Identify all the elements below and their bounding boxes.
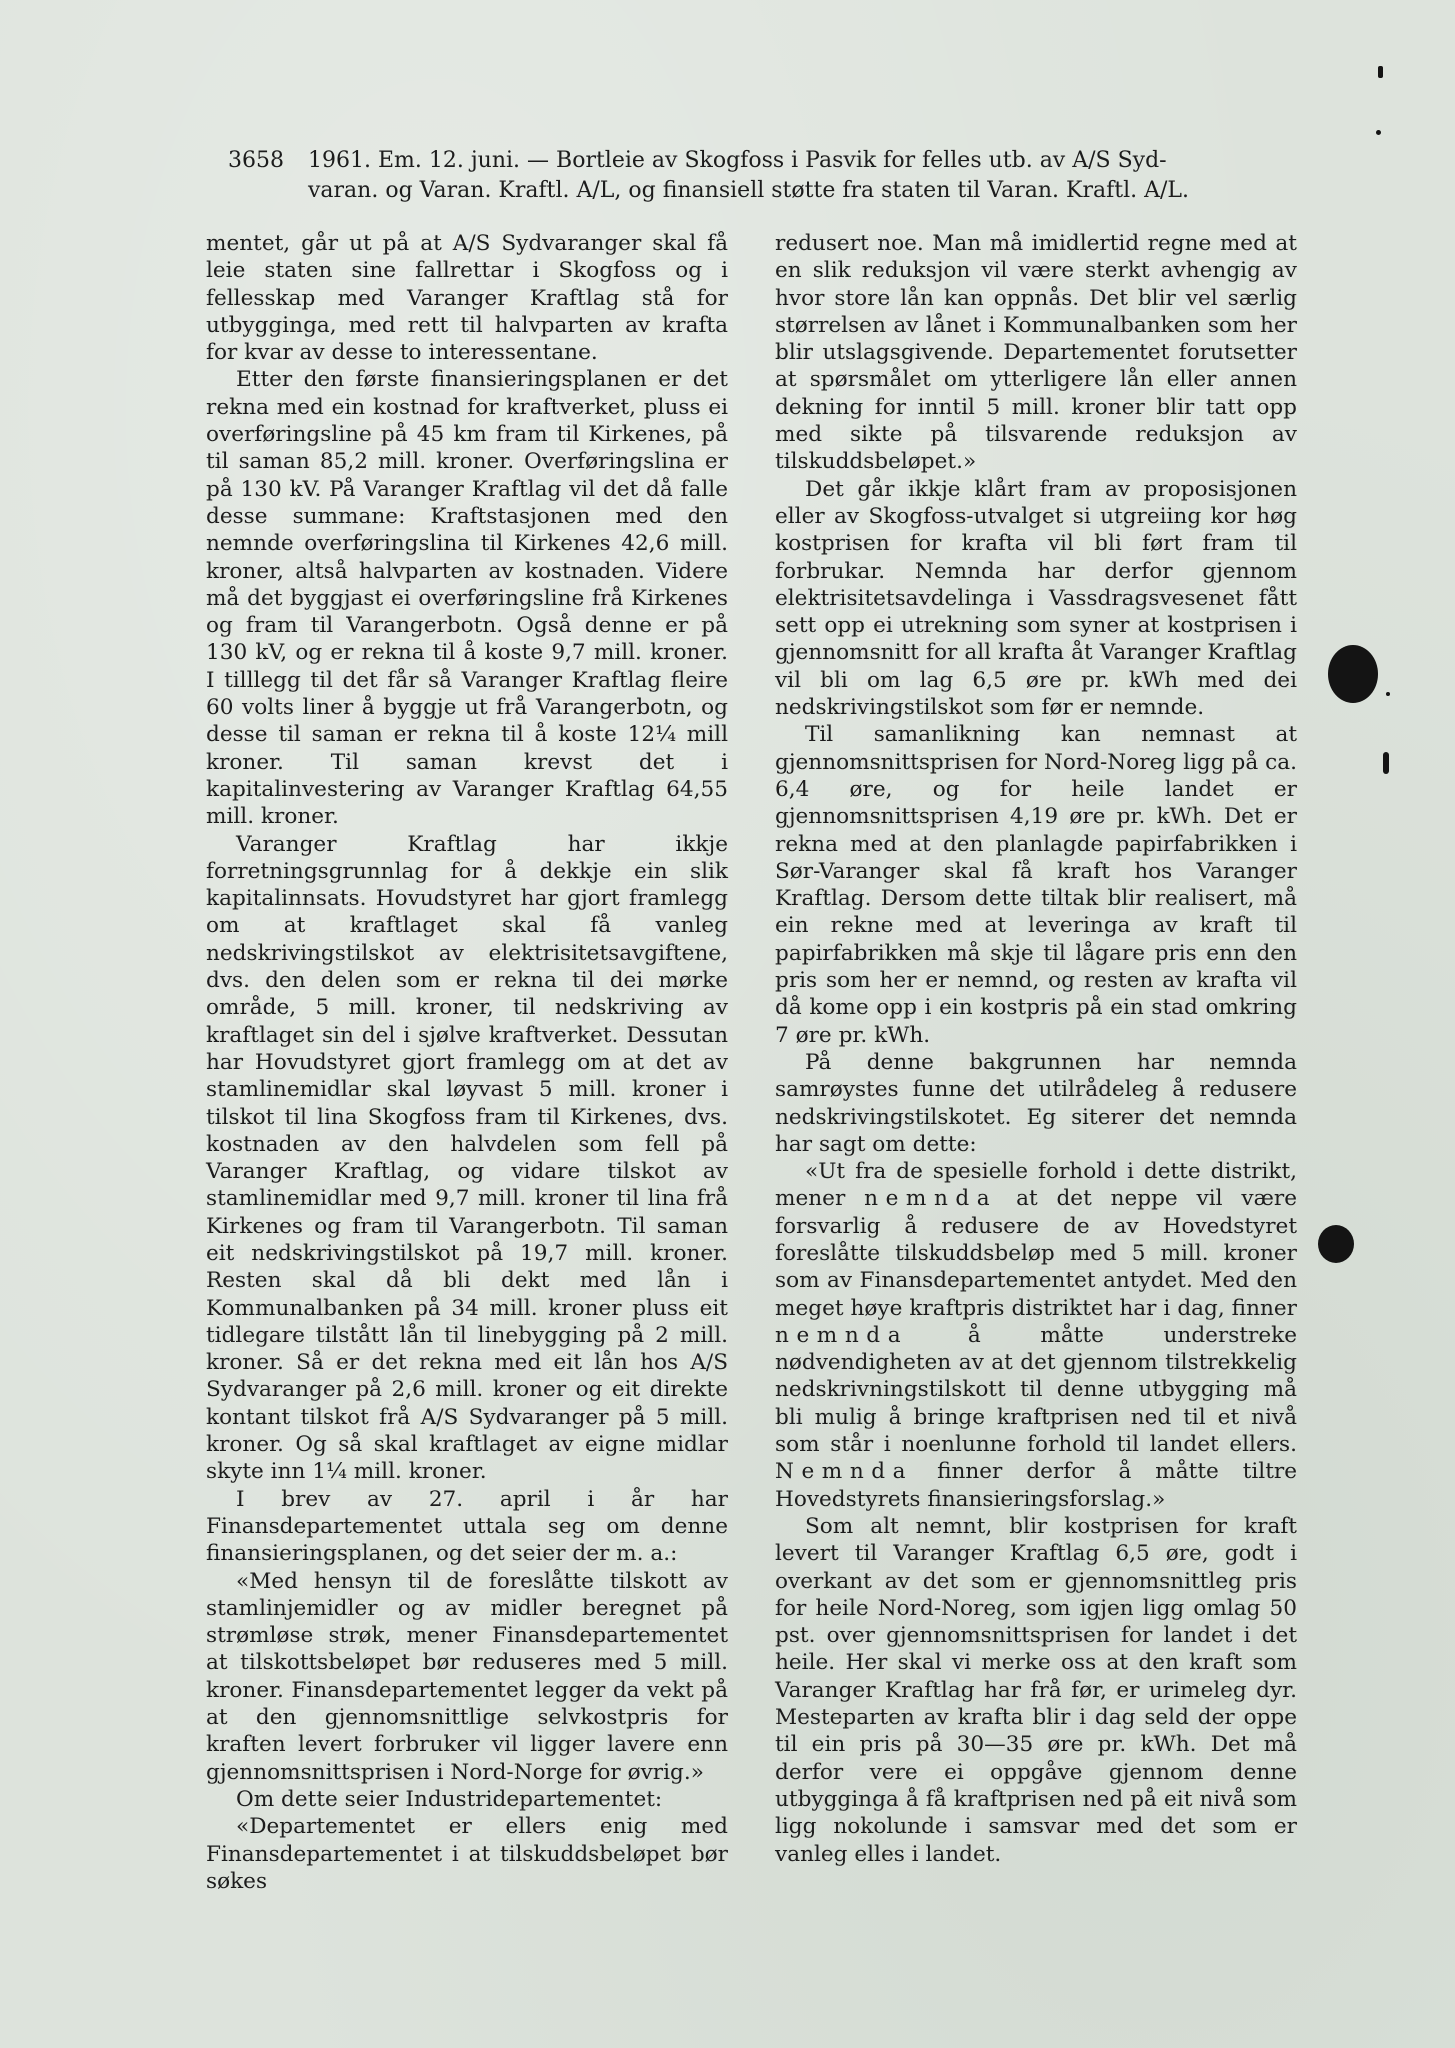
ink-blot-mark xyxy=(1318,1225,1354,1263)
paragraph: Etter den første finansieringsplanen er det rekna med ein kostnad for kraftverket, pluss ei overføringsline på 45 km fram til Kirkenes, på til saman 85,2 mill. kroner. Overføringslina er på 130 kV. På Varanger Kraftlag vil det då falle desse summane: Kraftstasjonen med den nemnde overføringslina til Kirkenes 42,6 mill. kroner, altså halvparten av kostnaden. Videre må det byggjast ei overføringsline frå Kirkenes og fram til Varangerbotn. Også denne er på 130 kV, og er rekna til å koste 9,7 mill. kroner. I tilllegg til det får så Varanger Kraftlag fleire 60 volts liner å byggje ut frå Varangerbotn, og desse til saman er rekna til å koste 12¼ mill kroner. Til saman krevst det i kapitalinvestering av Varanger Kraftlag 64,55 mill. kroner. xyxy=(206,367,728,830)
paragraph: Til samanlikning kan nemnast at gjennomsnittsprisen for Nord-Noreg ligg på ca. 6,4 øre, og for heile landet er gjennomsnittsprisen 4,19 øre pr. kWh. Det er rekna med at den planlagde papirfabrikken i Sør-Varanger skal få kraft hos Varanger Kraftlag. Dersom dette tiltak blir realisert, må ein rekne med at leveringa av kraft til papirfabrikken må skje til lågare pris enn den pris som her er nemnd, og resten av krafta vil då kome opp i ein kostpris på ein stad omkring 7 øre pr. kWh. xyxy=(775,722,1297,1048)
quote-paragraph xyxy=(775,1158,1297,1513)
quote-paragraph: «Departementet er ellers enig med Finansdepartementet i at tilskuddsbeløpet bør søkes xyxy=(206,1814,728,1894)
paragraph: På denne bakgrunnen har nemnda samrøystes funne det utilrådeleg å redusere nedskrivingstilskotet. Eg siterer det nemnda har sagt om dette: xyxy=(775,1049,1297,1157)
paragraph: Som alt nemnt, blir kostprisen for kraft levert til Varanger Kraftlag 6,5 øre, godt i overkant av det som er gjennomsnittleg pris for heile Nord-Noreg, som igjen ligg omlag 50 pst. over gjennomsnittsprisen for landet i det heile. Her skal vi merke oss at den kraft som Varanger Kraftlag har frå før, er urimeleg dyr. Mesteparten av krafta blir i dag seld der oppe til ein pris på 30—35 øre pr. kWh. Det må derfor vere ei oppgåve gjennom denne utbygginga å få kraftprisen ned på eit nivå som ligg nokolunde i samsvar med det som er vanleg elles i landet. xyxy=(775,1513,1297,1867)
quote-text: at det neppe vil være forsvarlig å redusere de av Hovedstyret foreslåtte tilskuddsbeløp med 5 mill. kroner som av Finansdepartementet antydet. Med den meget høye kraftpris distriktet har i dag, finner xyxy=(775,1186,1297,1321)
header-title-line2: varan. og Varan. Kraftl. A/L, og finansiell støtte fra staten til Varan. Kraftl. A/L. xyxy=(308,178,1190,203)
spaced-word: nemnda xyxy=(775,1322,909,1348)
quote-paragraph: «Med hensyn til de foreslåtte tilskott av stamlinjemidler og av midler beregnet på strømløse strøk, mener Finansdepartementet at tilskottsbeløpet bør reduseres med 5 mill. kroner. Finansdepartementet legger da vekt på at den gjennomsnittlige selvkostpris for kraften levert forbruker vil ligger lavere enn gjennomsnittsprisen i Nord-Norge for øvrig.» xyxy=(206,1568,728,1785)
speck-mark xyxy=(1383,752,1389,774)
header-title-line1: 1961. Em. 12. juni. — Bortleie av Skogfoss i Pasvik for felles utb. av A/S Syd- xyxy=(308,148,1167,173)
quote-text: å måtte understreke nødvendigheten av at det gjennom tilstrekkelig nedskrivningstilskott til denne utbygging må bli mulig å bringe kraftprisen ned til et nivå som står i noenlunne forhold til landet ellers. xyxy=(775,1322,1297,1458)
speck-mark xyxy=(1376,130,1381,135)
spaced-word: nemnda xyxy=(864,1186,998,1212)
spaced-word: Nemnda xyxy=(775,1459,914,1485)
paragraph: Varanger Kraftlag har ikkje forretningsgrunnlag for å dekkje ein slik kapitalinnsats. Hovudstyret har gjort framlegg om at kraftlaget skal få vanleg nedskrivingstilskot av elektrisitetsavgiftene, dvs. den delen som er rekna til dei mørke område, 5 mill. kroner, til nedskriving av kraftlaget sin del i sjølve kraftverket. Dessutan har Hovudstyret gjort framlegg om at det av stamlinemidlar skal løyvast 5 mill. kroner i tilskot til lina Skogfoss fram til Kirkenes, dvs. kostnaden av den halvdelen som fell på Varanger Kraftlag, og vidare tilskot av stamlinemidlar med 9,7 mill. kroner til lina frå Kirkenes og fram til Varangerbotn. Til saman eit nedskrivingstilskot på 19,7 mill. kroner. Resten skal då bli dekt med lån i Kommunalbanken på 34 mill. kroner pluss eit tidlegare tilstått lån til linebygging på 2 mill. kroner. Så er det rekna med eit lån hos A/S Sydvaranger på 2,6 mill. kroner og eit direkte kontant tilskot frå A/S Sydvaranger på 5 mill. kroner. Og så skal kraftlaget av eigne midlar skyte inn 1¼ mill. kroner. xyxy=(206,831,728,1485)
paragraph: Det går ikkje klårt fram av proposisjonen eller av Skogfoss-utvalget si utgreiing kor høg kostprisen for krafta vil bli ført fram til forbrukar. Nemnda har derfor gjennom elektrisitetsavdelinga i Vassdragsvesenet fått sett opp ei utrekning som syner at kostprisen i gjennomsnitt for all krafta åt Varanger Kraftlag vil bli om lag 6,5 øre pr. kWh med dei nedskrivingstilskot som før er nemnde. xyxy=(775,476,1297,721)
left-column xyxy=(206,230,728,1895)
speck-mark xyxy=(1386,692,1390,696)
page-number: 3658 xyxy=(228,148,284,173)
paragraph: redusert noe. Man må imidlertid regne med at en slik reduksjon vil være sterkt avhengig av hvor store lån kan oppnås. Det blir vel særlig størrelsen av lånet i Kommunalbanken som her blir utslagsgivende. Departementet forutsetter at spørsmålet om ytterligere lån eller annen dekning for inntil 5 mill. kroner blir tatt opp med sikte på tilsvarende reduksjon av tilskuddsbeløpet.» xyxy=(775,231,1297,475)
quote-text: «Ut fra de spesielle forhold i dette distrikt, mener xyxy=(775,1159,1297,1212)
quote-text: finner derfor å måtte tiltre Hovedstyrets finansieringsforslag.» xyxy=(775,1459,1297,1512)
speck-mark xyxy=(1378,66,1383,78)
punch-hole-mark xyxy=(1328,645,1378,703)
right-column xyxy=(775,230,1297,1868)
paragraph: I brev av 27. april i år har Finansdepartementet uttala seg om denne finansieringsplanen, og det seier der m. a.: xyxy=(206,1486,728,1567)
paragraph: mentet, går ut på at A/S Sydvaranger skal få leie staten sine fallrettar i Skogfoss og i fellesskap med Varanger Kraftlag stå for utbygginga, med rett til halvparten av krafta for kvar av desse to interessentane. xyxy=(206,231,728,366)
paragraph: Om dette seier Industridepartementet: xyxy=(236,1786,663,1812)
